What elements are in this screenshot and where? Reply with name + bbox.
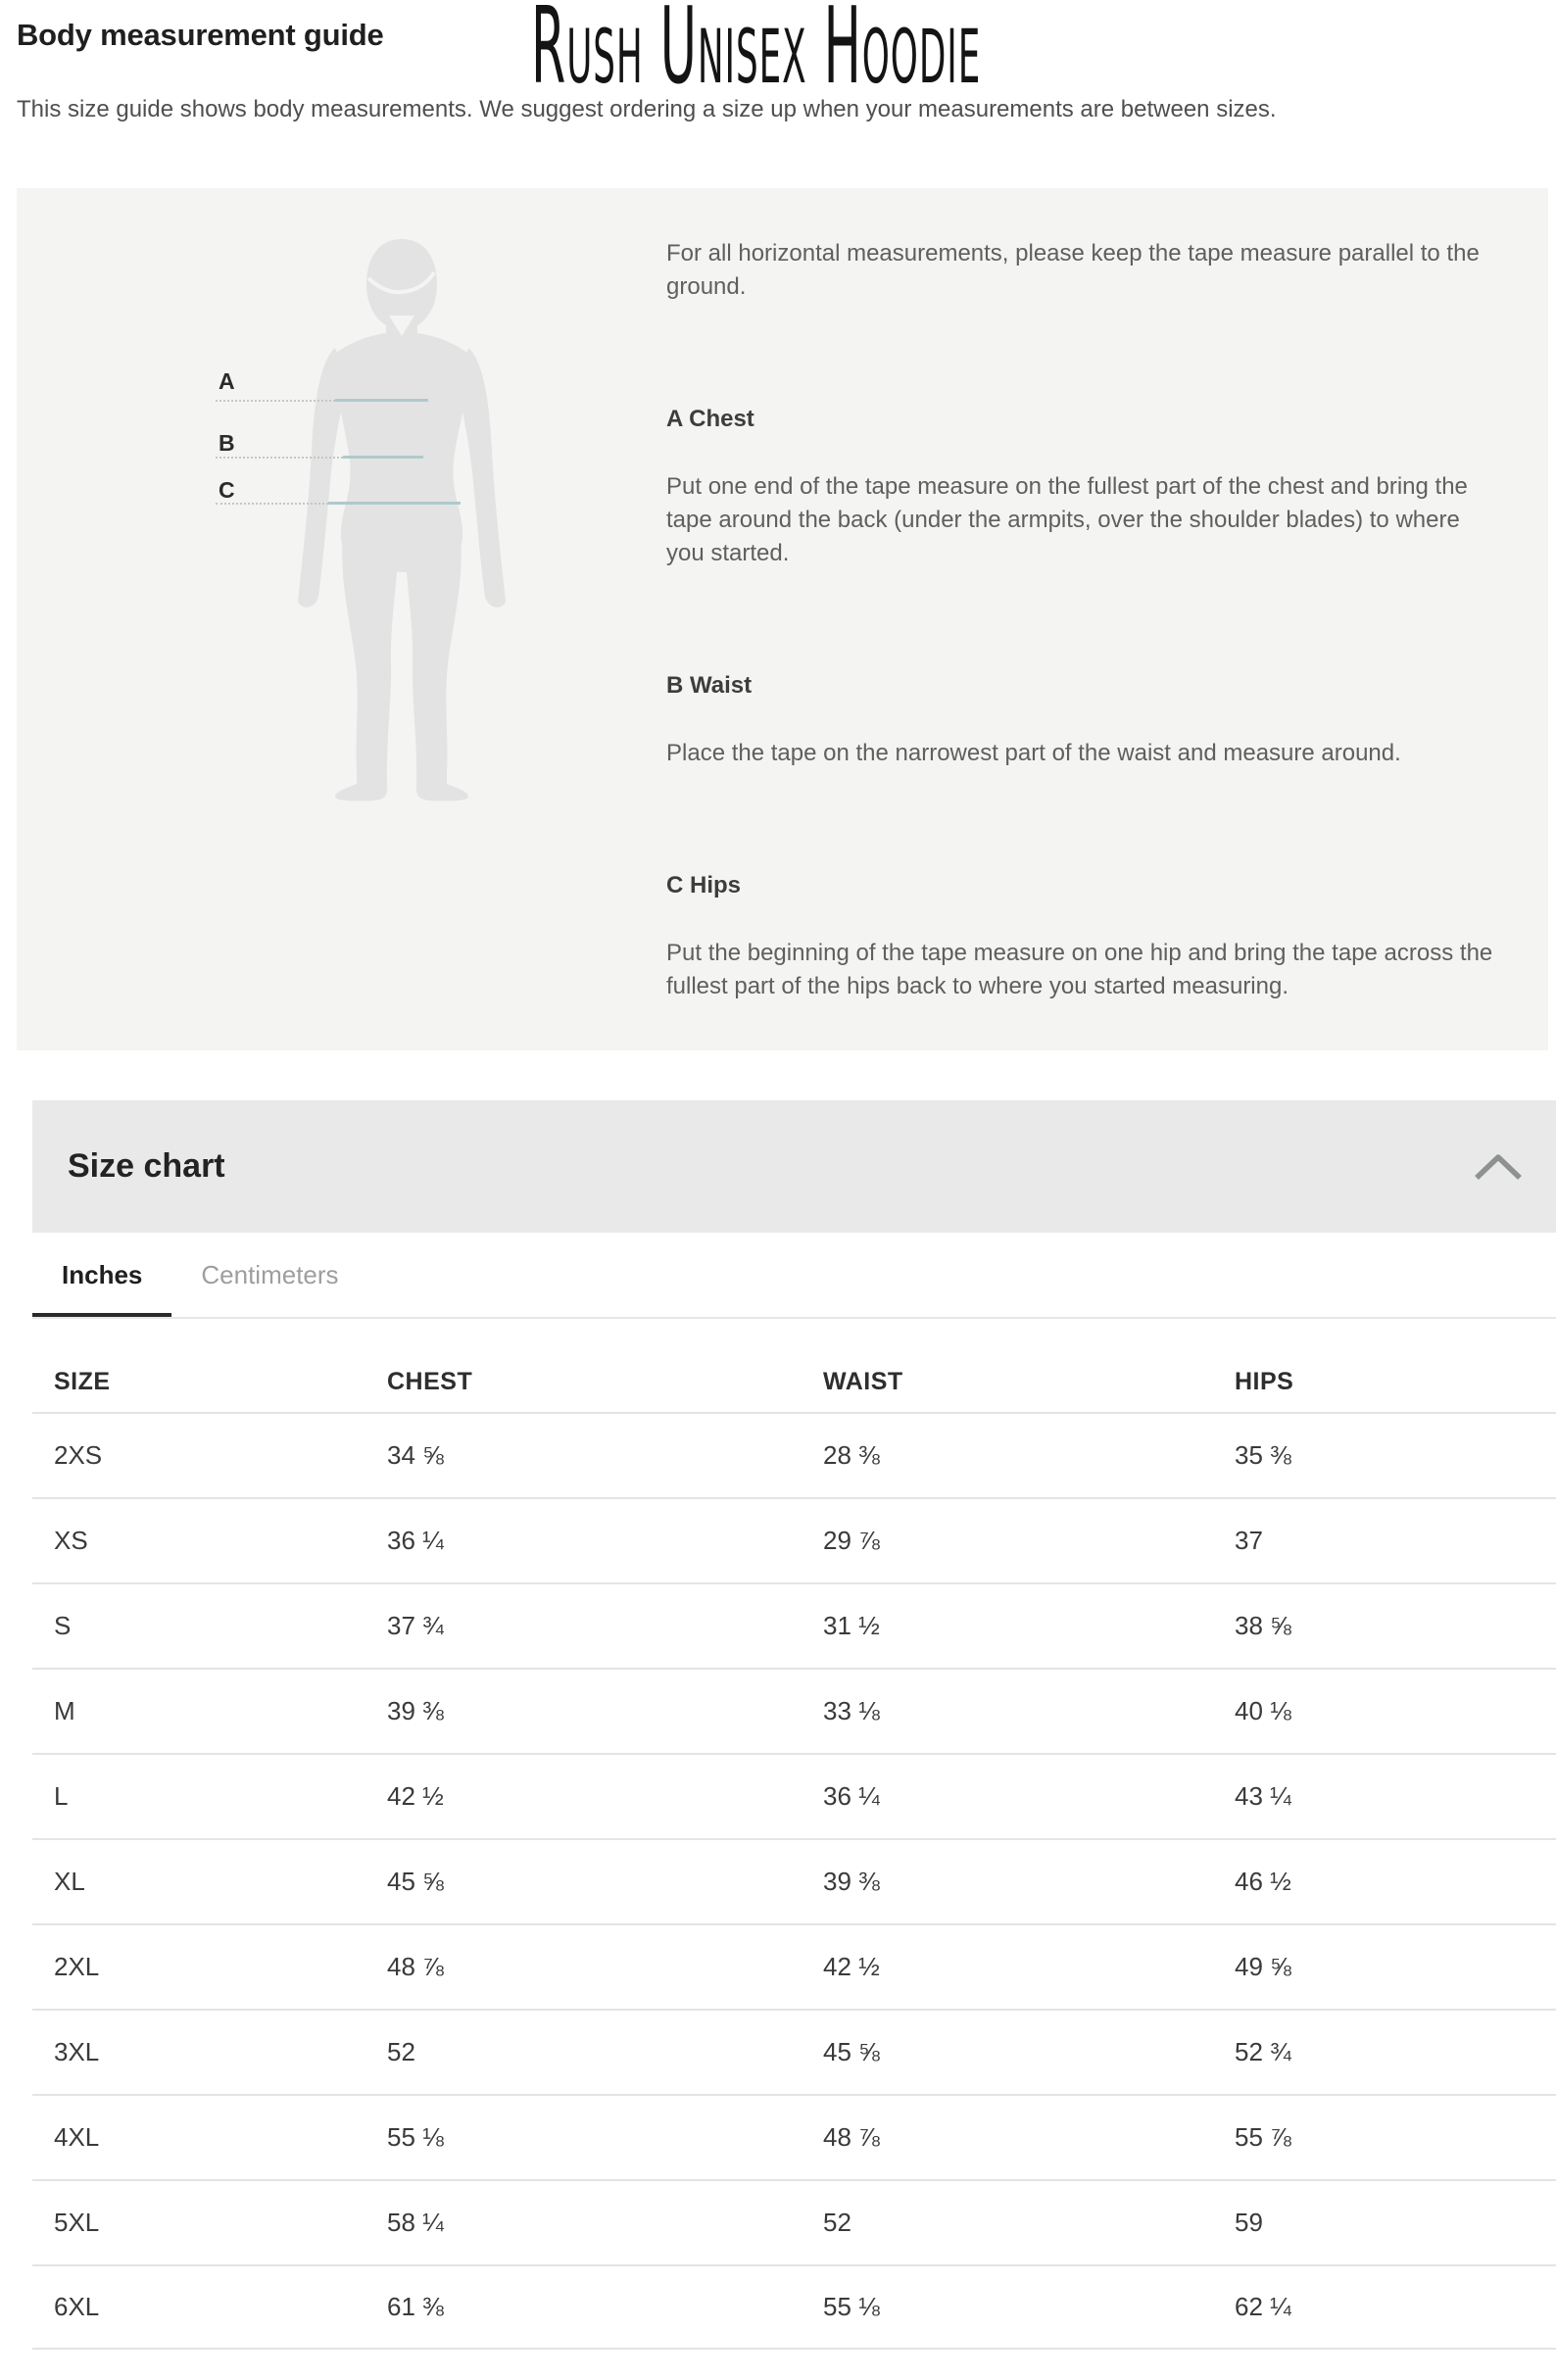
cell-waist: 48 ⅞: [823, 2122, 880, 2152]
instruction-body: Put one end of the tape measure on the fullest part of the chest and bring the tape around the back (under the armpits, over the shoulder blades) to where you started.: [666, 473, 1468, 566]
tab-centimeters[interactable]: Centimeters: [201, 1259, 339, 1289]
units-tabs: [32, 1233, 1556, 1319]
column-header-waist: WAIST: [823, 1368, 903, 1395]
cell-chest: 52: [387, 2037, 415, 2066]
cell-waist: 29 ⅞: [823, 1526, 880, 1555]
size-chart-title: Size chart: [68, 1147, 225, 1185]
cell-hips: 40 ⅛: [1235, 1696, 1291, 1725]
cell-waist: 28 ⅜: [823, 1440, 880, 1470]
cell-waist: 52: [823, 2208, 851, 2237]
table-header-row: [32, 1319, 1556, 1412]
cell-size: 4XL: [54, 2122, 100, 2152]
cell-size: 3XL: [54, 2037, 100, 2066]
cell-size: 5XL: [54, 2208, 100, 2237]
instruction-body: Put the beginning of the tape measure on one hip and bring the tape across the fullest part of the hips back to where you started measuring.: [666, 940, 1493, 999]
product-title: Rush Unisex Hoodie: [531, 0, 982, 108]
table-row: [32, 1497, 1556, 1582]
cell-size: 6XL: [54, 2292, 100, 2321]
instruction-section: [666, 872, 1499, 1003]
instruction-heading: A Chest: [666, 406, 754, 432]
waist-dotted-line: [216, 457, 343, 459]
instruction-body: Place the tape on the narrowest part of the waist and measure around.: [666, 740, 1401, 766]
cell-size: M: [54, 1696, 75, 1725]
cell-chest: 55 ⅛: [387, 2122, 444, 2152]
cell-chest: 58 ¼: [387, 2208, 444, 2237]
page-subtitle: This size guide shows body measurements. We suggest ordering a size up when your measurements are between sizes.: [17, 96, 1277, 122]
diagram-label-a: A: [219, 368, 235, 394]
cell-hips: 46 ½: [1235, 1867, 1291, 1896]
cell-hips: 35 ⅜: [1235, 1440, 1291, 1470]
waist-measure-line: [343, 456, 423, 459]
cell-hips: 38 ⅝: [1235, 1611, 1291, 1640]
table-row: [32, 1668, 1556, 1753]
cell-hips: 43 ¼: [1235, 1781, 1291, 1811]
cell-chest: 37 ¾: [387, 1611, 444, 1640]
column-header-size: SIZE: [54, 1368, 111, 1395]
body-silhouette: [265, 235, 539, 803]
cell-hips: 52 ¾: [1235, 2037, 1291, 2066]
cell-hips: 55 ⅞: [1235, 2122, 1291, 2152]
cell-chest: 34 ⅝: [387, 1440, 444, 1470]
cell-chest: 36 ¼: [387, 1526, 444, 1555]
table-row: [32, 1838, 1556, 1923]
cell-waist: 45 ⅝: [823, 2037, 880, 2066]
instruction-section: [666, 672, 1499, 770]
page-title: Body measurement guide: [17, 18, 384, 52]
cell-chest: 42 ½: [387, 1781, 444, 1811]
table-row: [32, 2179, 1556, 2264]
page-header: [0, 0, 1556, 188]
cell-size: 2XS: [54, 1440, 103, 1470]
cell-hips: 49 ⅝: [1235, 1952, 1291, 1981]
cell-waist: 31 ½: [823, 1611, 880, 1640]
hips-dotted-line: [216, 503, 328, 505]
cell-chest: 48 ⅞: [387, 1952, 444, 1981]
diagram-label-b: B: [219, 430, 235, 456]
table-row: [32, 2264, 1556, 2350]
cell-hips: 59: [1235, 2208, 1263, 2237]
cell-chest: 61 ⅜: [387, 2292, 444, 2321]
cell-hips: 37: [1235, 1526, 1263, 1555]
chest-measure-line: [335, 399, 428, 402]
table-row: [32, 1412, 1556, 1497]
measurement-instructions: [666, 188, 1499, 1003]
size-table: [32, 1319, 1556, 2350]
chevron-up-icon: [1473, 1152, 1524, 1182]
cell-hips: 62 ¼: [1235, 2292, 1291, 2321]
table-row: [32, 1582, 1556, 1668]
instruction-heading: B Waist: [666, 672, 753, 699]
cell-chest: 45 ⅝: [387, 1867, 444, 1896]
cell-waist: 55 ⅛: [823, 2292, 880, 2321]
cell-size: XS: [54, 1526, 88, 1555]
tab-inches[interactable]: Inches: [32, 1233, 171, 1317]
cell-size: XL: [54, 1867, 85, 1896]
instruction-section: [666, 406, 1499, 570]
cell-size: 2XL: [54, 1952, 100, 1981]
instructions-intro: For all horizontal measurements, please keep the tape measure parallel to the ground.: [666, 240, 1480, 300]
column-header-chest: CHEST: [387, 1368, 473, 1395]
table-row: [32, 2009, 1556, 2094]
table-row: [32, 1753, 1556, 1838]
diagram-label-c: C: [219, 477, 235, 503]
cell-chest: 39 ⅜: [387, 1696, 444, 1725]
hips-measure-line: [328, 502, 461, 505]
cell-waist: 33 ⅛: [823, 1696, 880, 1725]
cell-waist: 42 ½: [823, 1952, 880, 1981]
cell-size: L: [54, 1781, 69, 1811]
chest-dotted-line: [216, 400, 335, 402]
cell-waist: 39 ⅜: [823, 1867, 880, 1896]
table-row: [32, 2094, 1556, 2179]
instruction-heading: C Hips: [666, 872, 742, 899]
cell-waist: 36 ¼: [823, 1781, 880, 1811]
column-header-hips: HIPS: [1235, 1368, 1294, 1395]
table-row: [32, 1923, 1556, 2009]
size-chart-header[interactable]: [32, 1100, 1556, 1233]
cell-size: S: [54, 1611, 72, 1640]
measurement-guide-panel: [17, 188, 1548, 1050]
